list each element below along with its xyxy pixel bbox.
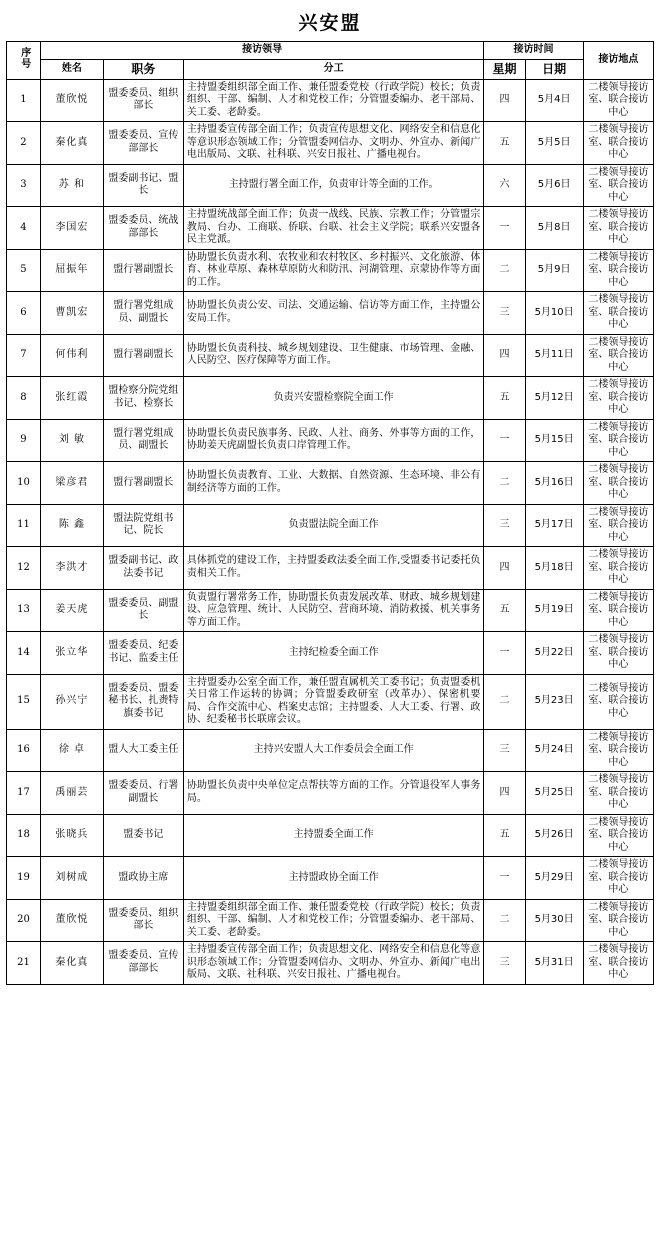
cell-name: 梁彦君	[40, 462, 103, 505]
cell-place: 二楼领导接访室、联合接访中心	[583, 772, 653, 815]
cell-duty: 主持盟委办公室全面工作，兼任盟直属机关工委书记；负责盟委机关日常工作运转的协调；分管盟委政研室（改革办）、保密机要局、合作交流中心、档案史志馆；主持盟委、人大工委、行署、政协、纪委秘书长联席会议。	[183, 674, 483, 729]
cell-place: 二楼领导接访室、联合接访中心	[583, 292, 653, 335]
cell-name: 张立华	[40, 632, 103, 675]
cell-date: 5月26日	[525, 814, 583, 857]
cell-post: 盟委委员、组织部长	[103, 899, 183, 942]
cell-week: 四	[484, 79, 525, 122]
cell-duty: 具体抓党的建设工作，主持盟委政法委全面工作,受盟委书记委托负责相关工作。	[183, 547, 483, 590]
cell-name: 秦化真	[40, 122, 103, 165]
cell-seq: 5	[7, 249, 41, 292]
cell-week: 三	[484, 942, 525, 985]
cell-week: 一	[484, 207, 525, 250]
cell-duty: 主持盟委全面工作	[183, 814, 483, 857]
cell-duty: 协助盟长负责科技、城乡规划建设、卫生健康、市场管理、金融、人民防空、医疗保障等方面工作。	[183, 334, 483, 377]
cell-week: 二	[484, 674, 525, 729]
cell-seq: 14	[7, 632, 41, 675]
cell-post: 盟委副书记、盟长	[103, 164, 183, 207]
table-row	[7, 462, 654, 505]
cell-date: 5月31日	[525, 942, 583, 985]
table-row	[7, 589, 654, 632]
cell-date: 5月12日	[525, 377, 583, 420]
table-row	[7, 942, 654, 985]
cell-duty: 主持盟行署全面工作，负责审计等全面的工作。	[183, 164, 483, 207]
cell-name: 陈 鑫	[40, 504, 103, 547]
table-row	[7, 504, 654, 547]
table-row	[7, 772, 654, 815]
cell-date: 5月16日	[525, 462, 583, 505]
cell-duty: 负责盟法院全面工作	[183, 504, 483, 547]
table-row	[7, 164, 654, 207]
cell-name: 刘树成	[40, 857, 103, 900]
cell-week: 五	[484, 814, 525, 857]
cell-name: 张晓兵	[40, 814, 103, 857]
cell-date: 5月6日	[525, 164, 583, 207]
cell-post: 盟行署副盟长	[103, 462, 183, 505]
page-title: 兴安盟	[298, 12, 362, 34]
cell-date: 5月17日	[525, 504, 583, 547]
cell-date: 5月23日	[525, 674, 583, 729]
cell-duty: 主持纪检委全面工作	[183, 632, 483, 675]
cell-date: 5月19日	[525, 589, 583, 632]
header-duty: 分工	[183, 59, 483, 79]
cell-duty: 协助盟长负责公安、司法、交通运输、信访等方面工作，主持盟公安局工作。	[183, 292, 483, 335]
cell-week: 五	[484, 122, 525, 165]
cell-date: 5月5日	[525, 122, 583, 165]
cell-seq: 11	[7, 504, 41, 547]
cell-week: 二	[484, 249, 525, 292]
table-row	[7, 632, 654, 675]
cell-post: 盟检察分院党组书记、检察长	[103, 377, 183, 420]
cell-place: 二楼领导接访室、联合接访中心	[583, 249, 653, 292]
cell-post: 盟行署副盟长	[103, 249, 183, 292]
cell-place: 二楼领导接访室、联合接访中心	[583, 419, 653, 462]
table-row	[7, 79, 654, 122]
cell-duty: 主持盟统战部全面工作；负责一战线、民族、宗教工作；分管盟宗教局、台办、工商联、侨联、台联、社会主义学院；联系兴安盟各民主党派。	[183, 207, 483, 250]
table-row	[7, 547, 654, 590]
cell-name: 董欣悦	[40, 899, 103, 942]
cell-seq: 16	[7, 729, 41, 772]
cell-post: 盟委委员、副盟长	[103, 589, 183, 632]
cell-place: 二楼领导接访室、联合接访中心	[583, 377, 653, 420]
table-row	[7, 857, 654, 900]
cell-post: 盟行署党组成员、副盟长	[103, 292, 183, 335]
cell-seq: 12	[7, 547, 41, 590]
cell-date: 5月15日	[525, 419, 583, 462]
cell-place: 二楼领导接访室、联合接访中心	[583, 632, 653, 675]
cell-place: 二楼领导接访室、联合接访中心	[583, 589, 653, 632]
table-row	[7, 674, 654, 729]
cell-week: 六	[484, 164, 525, 207]
header-time-group: 接访时间	[484, 42, 583, 60]
cell-duty: 主持盟政协全面工作	[183, 857, 483, 900]
cell-seq: 7	[7, 334, 41, 377]
cell-duty: 主持盟委宣传部全面工作；负责思想文化、网络安全和信息化等意识形态领域工作；分管盟委网信办、文明办、外宣办、新闻广电出版局、文联、社科联、兴安日报社、广播电视台。	[183, 942, 483, 985]
cell-date: 5月11日	[525, 334, 583, 377]
table-row	[7, 292, 654, 335]
cell-duty: 主持兴安盟人大工作委员会全面工作	[183, 729, 483, 772]
cell-seq: 15	[7, 674, 41, 729]
cell-week: 二	[484, 899, 525, 942]
header-date: 日期	[525, 59, 583, 79]
cell-duty: 协助盟长负责民族事务、民政、人社、商务、外事等方面的工作，协助姜天虎副盟长负责口岸管理工作。	[183, 419, 483, 462]
cell-post: 盟委委员、盟委秘书长、扎赉特旗委书记	[103, 674, 183, 729]
table-row	[7, 419, 654, 462]
cell-seq: 19	[7, 857, 41, 900]
cell-date: 5月30日	[525, 899, 583, 942]
cell-place: 二楼领导接访室、联合接访中心	[583, 674, 653, 729]
cell-date: 5月8日	[525, 207, 583, 250]
cell-post: 盟政协主席	[103, 857, 183, 900]
cell-name: 何伟利	[40, 334, 103, 377]
header-week: 星期	[484, 59, 525, 79]
header-place: 接访地点	[583, 42, 653, 80]
cell-week: 四	[484, 772, 525, 815]
cell-place: 二楼领导接访室、联合接访中心	[583, 729, 653, 772]
cell-name: 张红霞	[40, 377, 103, 420]
cell-place: 二楼领导接访室、联合接访中心	[583, 122, 653, 165]
cell-date: 5月10日	[525, 292, 583, 335]
cell-week: 四	[484, 547, 525, 590]
table-row	[7, 334, 654, 377]
header-post: 职务	[103, 59, 183, 79]
cell-post: 盟委委员、宣传部部长	[103, 942, 183, 985]
table-row	[7, 899, 654, 942]
cell-place: 二楼领导接访室、联合接访中心	[583, 207, 653, 250]
cell-post: 盟委委员、宣传部部长	[103, 122, 183, 165]
cell-name: 李洪才	[40, 547, 103, 590]
cell-duty: 负责盟行署常务工作，协助盟长负责发展改革、财政、城乡规划建设、应急管理、统计、人民防空、营商环境、消防救援、机关事务等方面工作。	[183, 589, 483, 632]
cell-name: 曹凯宏	[40, 292, 103, 335]
cell-post: 盟委委员、组织部长	[103, 79, 183, 122]
cell-week: 二	[484, 462, 525, 505]
cell-week: 三	[484, 292, 525, 335]
cell-date: 5月9日	[525, 249, 583, 292]
cell-seq: 1	[7, 79, 41, 122]
cell-week: 五	[484, 589, 525, 632]
cell-date: 5月22日	[525, 632, 583, 675]
cell-seq: 20	[7, 899, 41, 942]
cell-place: 二楼领导接访室、联合接访中心	[583, 942, 653, 985]
cell-place: 二楼领导接访室、联合接访中心	[583, 857, 653, 900]
cell-duty: 负责兴安盟检察院全面工作	[183, 377, 483, 420]
table-row	[7, 377, 654, 420]
table-row	[7, 207, 654, 250]
header-leader-group: 接访领导	[40, 42, 483, 60]
cell-week: 三	[484, 504, 525, 547]
cell-duty: 协助盟长负责中央单位定点帮扶等方面的工作。分管退役军人事务局。	[183, 772, 483, 815]
cell-duty: 主持盟委组织部全面工作、兼任盟委党校（行政学院）校长；负责组织、干部、编制、人才和党校工作；分管盟委编办、老干部局、关工委、老龄委。	[183, 79, 483, 122]
cell-date: 5月24日	[525, 729, 583, 772]
cell-week: 四	[484, 334, 525, 377]
cell-post: 盟行署党组成员、副盟长	[103, 419, 183, 462]
cell-week: 三	[484, 729, 525, 772]
cell-place: 二楼领导接访室、联合接访中心	[583, 504, 653, 547]
table-row	[7, 814, 654, 857]
cell-place: 二楼领导接访室、联合接访中心	[583, 899, 653, 942]
cell-name: 李国宏	[40, 207, 103, 250]
cell-name: 秦化真	[40, 942, 103, 985]
table-body	[7, 79, 654, 984]
cell-name: 孙兴宁	[40, 674, 103, 729]
cell-seq: 13	[7, 589, 41, 632]
cell-seq: 18	[7, 814, 41, 857]
cell-name: 禹丽芸	[40, 772, 103, 815]
cell-week: 五	[484, 377, 525, 420]
cell-name: 姜天虎	[40, 589, 103, 632]
cell-post: 盟人大工委主任	[103, 729, 183, 772]
cell-date: 5月25日	[525, 772, 583, 815]
cell-seq: 4	[7, 207, 41, 250]
cell-duty: 协助盟长负责教育、工业、大数据、自然资源、生态环境、非公有制经济等方面的工作。	[183, 462, 483, 505]
cell-name: 屈振年	[40, 249, 103, 292]
reception-schedule-table	[6, 41, 654, 985]
cell-name: 徐 卓	[40, 729, 103, 772]
cell-place: 二楼领导接访室、联合接访中心	[583, 462, 653, 505]
cell-seq: 2	[7, 122, 41, 165]
cell-seq: 17	[7, 772, 41, 815]
table-row	[7, 122, 654, 165]
cell-duty: 主持盟委宣传部全面工作；负责宣传思想文化、网络安全和信息化等意识形态领域工作；分管盟委网信办、文明办、外宣办、新闻广电出版局、文联、社科联、兴安日报社、广播电视台。	[183, 122, 483, 165]
cell-place: 二楼领导接访室、联合接访中心	[583, 334, 653, 377]
cell-week: 一	[484, 857, 525, 900]
table-header-row-1	[7, 42, 654, 60]
table-row	[7, 249, 654, 292]
cell-place: 二楼领导接访室、联合接访中心	[583, 79, 653, 122]
cell-week: 一	[484, 419, 525, 462]
cell-seq: 8	[7, 377, 41, 420]
cell-date: 5月4日	[525, 79, 583, 122]
cell-seq: 3	[7, 164, 41, 207]
cell-duty: 主持盟委组织部全面工作、兼任盟委党校（行政学院）校长；负责组织、干部、编制、人才和党校工作；分管盟委编办、老干部局、关工委、老龄委。	[183, 899, 483, 942]
cell-name: 董欣悦	[40, 79, 103, 122]
cell-post: 盟委副书记、政法委书记	[103, 547, 183, 590]
cell-date: 5月29日	[525, 857, 583, 900]
cell-post: 盟委委员、行署副盟长	[103, 772, 183, 815]
cell-seq: 6	[7, 292, 41, 335]
table-row	[7, 729, 654, 772]
cell-post: 盟行署副盟长	[103, 334, 183, 377]
cell-post: 盟法院党组书记、院长	[103, 504, 183, 547]
header-name: 姓名	[40, 59, 103, 79]
cell-place: 二楼领导接访室、联合接访中心	[583, 164, 653, 207]
cell-duty: 协助盟长负责水利、农牧业和农村牧区、乡村振兴、文化旅游、体育、林业草原、森林草原防火和防汛、河湖管理、京蒙协作等方面的工作。	[183, 249, 483, 292]
cell-post: 盟委书记	[103, 814, 183, 857]
cell-seq: 21	[7, 942, 41, 985]
cell-name: 刘 敏	[40, 419, 103, 462]
cell-place: 二楼领导接访室、联合接访中心	[583, 814, 653, 857]
header-seq: 序号	[7, 42, 41, 80]
cell-post: 盟委委员、纪委书记、监委主任	[103, 632, 183, 675]
cell-week: 一	[484, 632, 525, 675]
cell-name: 苏 和	[40, 164, 103, 207]
cell-date: 5月18日	[525, 547, 583, 590]
table-header-row-2	[7, 59, 654, 79]
cell-post: 盟委委员、统战部部长	[103, 207, 183, 250]
cell-seq: 10	[7, 462, 41, 505]
cell-seq: 9	[7, 419, 41, 462]
cell-place: 二楼领导接访室、联合接访中心	[583, 547, 653, 590]
